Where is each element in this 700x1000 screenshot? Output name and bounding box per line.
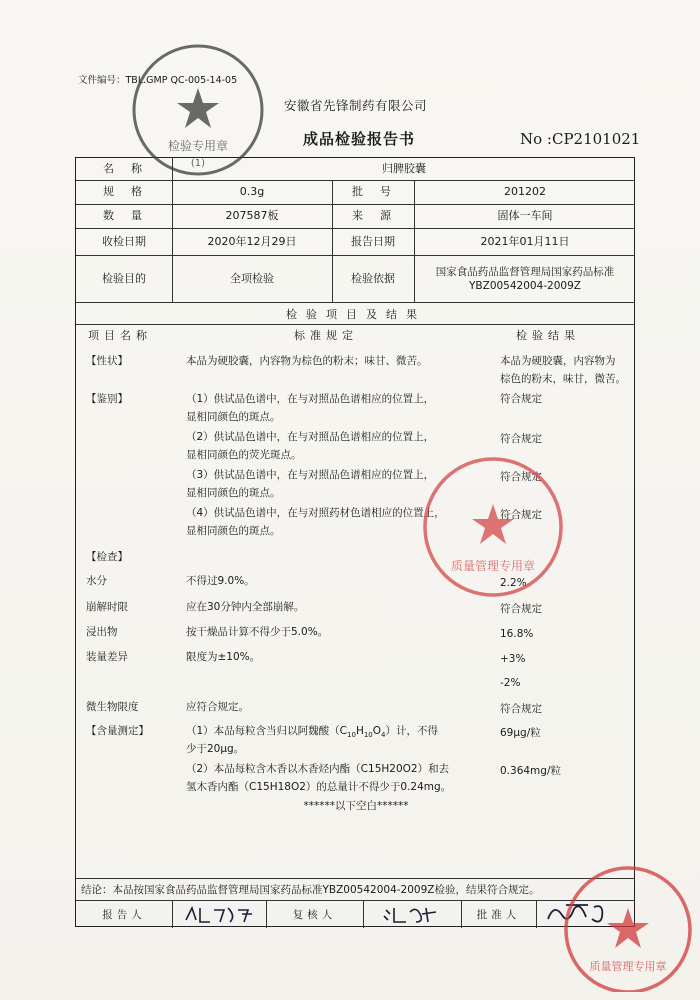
report-date-value: 2021年01月11日 xyxy=(480,234,570,248)
row-divider xyxy=(76,302,634,303)
quality-seal-middle xyxy=(418,452,568,602)
res-appearance-2: 棕色的粉末，味甘，微苦。 xyxy=(500,373,626,385)
reviewer-label: 复核人 xyxy=(292,908,337,921)
source-value: 固体一车间 xyxy=(497,209,553,222)
item-assay: 【含量测定】 xyxy=(86,725,149,737)
col-divider xyxy=(363,900,364,928)
std-extract: 按干燥品计算不得少于5.0%。 xyxy=(186,626,329,638)
inspection-seal xyxy=(128,40,268,180)
res-ident-2: 符合规定 xyxy=(500,433,542,445)
batch-label: 批 号 xyxy=(352,185,394,198)
name-label: 名 称 xyxy=(103,162,145,175)
res-extract: 16.8% xyxy=(500,628,534,640)
std-ident-2b: 显相同颜色的荧光斑点。 xyxy=(186,449,302,461)
res-ident-4: 符合规定 xyxy=(500,509,542,521)
blank-note: ******以下空白****** xyxy=(303,800,409,812)
item-microbial: 微生物限度 xyxy=(86,701,139,713)
report-date-label: 报告日期 xyxy=(351,234,395,248)
item-fill-weight: 装量差异 xyxy=(86,651,128,663)
col-header-item: 项目名称 xyxy=(88,329,152,342)
res-appearance-1: 本品为硬胶囊，内容物为 xyxy=(500,355,616,367)
report-title: 成品检验报告书 xyxy=(303,130,416,148)
reviewer-signature xyxy=(376,902,456,926)
row-divider xyxy=(76,324,634,325)
basis-value-line1: 国家食品药品监督管理局国家药品标准 xyxy=(435,265,615,278)
conclusion: 结论：本品按国家食品药品监督管理局国家药品标准YBZ00542004-2009Z检验，结果符合规定。 xyxy=(81,884,540,896)
std-ident-1a: （1）供试品色谱中，在与对照品色谱相应的位置上， xyxy=(186,393,435,405)
company-name: 安徽省先锋制药有限公司 xyxy=(284,98,428,113)
report-number: No :CP2101021 xyxy=(520,130,641,148)
std-assay-2a: （2）本品每粒含木香以木香烃内酯（C15H20O2）和去 xyxy=(186,763,450,775)
basis-value-line2: YBZ00542004-2009Z xyxy=(469,279,581,292)
section-title: 检验项目及结果 xyxy=(286,308,426,321)
quality-seal-bottom xyxy=(548,862,698,992)
std-fill-weight: 限度为±10%。 xyxy=(186,651,261,663)
std-ident-1b: 显相同颜色的斑点。 xyxy=(186,411,281,423)
res-disintegration: 符合规定 xyxy=(500,603,542,615)
purpose-label: 检验目的 xyxy=(102,271,146,285)
qty-value: 207587板 xyxy=(225,209,279,222)
col-divider xyxy=(536,900,537,928)
svg-text:检验专用章: 检验专用章 xyxy=(167,139,229,153)
batch-value: 201202 xyxy=(504,185,546,198)
res-water: 2.2% xyxy=(500,577,527,589)
std-ident-2a: （2）供试品色谱中，在与对照品色谱相应的位置上， xyxy=(186,431,435,443)
std-appearance: 本品为硬胶囊，内容物为棕色的粉末；味甘、微苦。 xyxy=(186,355,428,367)
receive-date-value: 2020年12月29日 xyxy=(207,234,297,248)
svg-text:(1): (1) xyxy=(190,158,206,169)
col-header-result: 检验结果 xyxy=(516,329,580,342)
basis-label: 检验依据 xyxy=(351,271,395,285)
purpose-value: 全项检验 xyxy=(230,271,274,285)
spec-value: 0.3g xyxy=(239,185,265,198)
item-appearance: 【性状】 xyxy=(86,355,128,367)
res-assay-2: 0.364mg/粒 xyxy=(500,765,561,777)
col-divider xyxy=(172,900,173,928)
item-inspection: 【检查】 xyxy=(86,551,128,563)
spec-label: 规 格 xyxy=(103,185,145,198)
res-fill-weight-2: -2% xyxy=(500,677,521,689)
std-ident-3a: （3）供试品色谱中，在与对照品色谱相应的位置上， xyxy=(186,469,435,481)
std-ident-4a: （4）供试品色谱中，在与对照药材色谱相应的位置上， xyxy=(186,507,445,519)
qty-label: 数 量 xyxy=(103,209,145,222)
svg-text:质量管理专用章: 质量管理专用章 xyxy=(589,960,667,973)
std-ident-3b: 显相同颜色的斑点。 xyxy=(186,487,281,499)
res-assay-1: 69μg/粒 xyxy=(500,727,541,739)
doc-number: 文件编号：TBL.GMP QC-005-14-05 xyxy=(78,75,238,86)
std-water: 不得过9.0%。 xyxy=(186,575,255,587)
std-microbial: 应符合规定。 xyxy=(186,701,249,713)
item-disintegration: 崩解时限 xyxy=(86,601,128,613)
item-water: 水分 xyxy=(86,575,107,587)
item-identification: 【鉴别】 xyxy=(86,393,128,405)
std-ident-4b: 显相同颜色的斑点。 xyxy=(186,525,281,537)
basis-value xyxy=(414,255,636,302)
res-microbial: 符合规定 xyxy=(500,703,542,715)
res-ident-3: 符合规定 xyxy=(500,471,542,483)
std-assay-1a: （1）本品每粒含当归以阿魏酸$(C_{10}H_{10}O_4)$计，不得 xyxy=(186,725,438,740)
reporter-signature xyxy=(180,902,260,926)
svg-text:质量管理专用章: 质量管理专用章 xyxy=(450,559,536,573)
std-assay-1b: 少于20μg。 xyxy=(186,743,245,755)
approver-label: 批准人 xyxy=(476,908,521,921)
receive-date-label: 收检日期 xyxy=(102,234,146,248)
std-assay-2b: 氢木香内酯（C15H18O2）的总量计不得少于0.24mg。 xyxy=(186,781,452,793)
res-ident-1: 符合规定 xyxy=(500,393,542,405)
item-extract: 浸出物 xyxy=(86,626,118,638)
name-value: 归脾胶囊 xyxy=(382,162,426,175)
std-disintegration: 应在30分钟内全部崩解。 xyxy=(186,601,305,613)
reporter-label: 报告人 xyxy=(102,908,146,921)
source-label: 来 源 xyxy=(352,209,394,222)
res-fill-weight-1: +3% xyxy=(500,653,526,665)
col-header-standard: 标准规定 xyxy=(294,329,358,342)
